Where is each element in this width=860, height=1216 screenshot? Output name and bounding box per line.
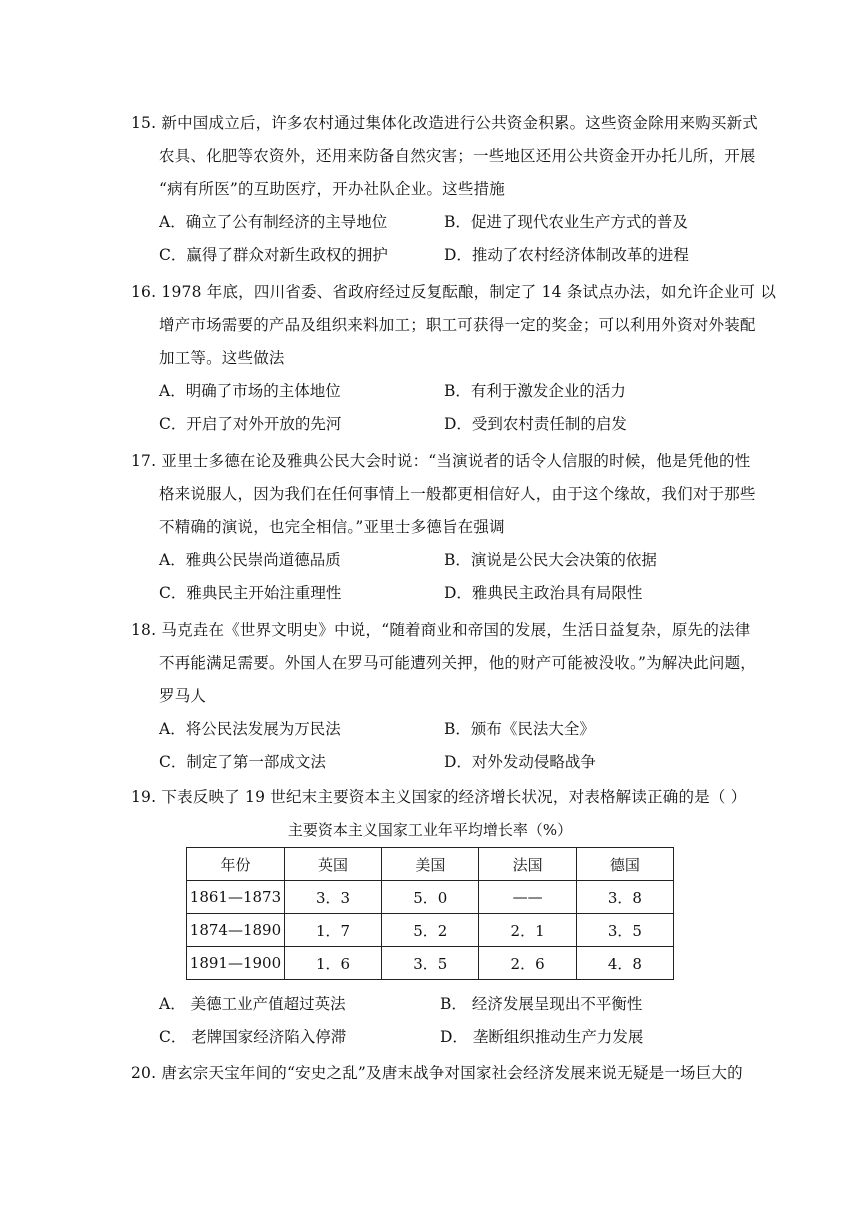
table-cell: 2．1 <box>479 914 576 947</box>
question-16-stem-3: 加工等。这些做法 <box>159 349 285 367</box>
question-16-option-b: B．有利于激发企业的活力 <box>444 382 626 400</box>
question-15-line-1 <box>131 112 758 134</box>
table-caption: 主要资本主义国家工业年平均增长率（%） <box>287 821 573 839</box>
question-18-stem-1: 马克垚在《世界文明史》中说，“随着商业和帝国的发展，生活日益复杂，原先的法律 <box>161 621 751 639</box>
question-18-option-a: A．将公民法发展为万民法 <box>159 720 341 738</box>
table-cell: 5．0 <box>382 881 479 914</box>
question-20-number: 20. <box>131 1064 157 1082</box>
table-cell: 3．5 <box>576 914 673 947</box>
question-16-line-1 <box>131 281 776 303</box>
question-16-stem-1: 1978 年底，四川省委、省政府经过反复酝酿，制定了 14 条试点办法，如允许企业可 以 <box>161 283 777 301</box>
table-cell: 2．6 <box>479 947 576 980</box>
table-cell: 3．5 <box>382 947 479 980</box>
question-17-option-c: C．雅典民主开始注重理性 <box>159 584 342 602</box>
table-cell: 1．6 <box>284 947 381 980</box>
question-15-option-a: A．确立了公有制经济的主导地位 <box>159 213 388 231</box>
table-cell: 1874—1890 <box>187 914 285 947</box>
question-15-option-b: B．促进了现代农业生产方式的普及 <box>444 213 688 231</box>
question-15-stem-1: 新中国成立后，许多农村通过集体化改造进行公共资金积累。这些资金除用来购买新式 <box>161 114 759 132</box>
question-19-stem-1: 下表反映了 19 世纪末主要资本主义国家的经济增长状况，对表格解读正确的是（ ） <box>161 788 747 806</box>
question-17-option-b: B．演说是公民大会决策的依据 <box>444 551 657 569</box>
question-19-option-d: D． 垄断组织推动生产力发展 <box>440 1028 644 1046</box>
question-17-line-1 <box>131 450 750 472</box>
question-18-line-1 <box>131 619 750 641</box>
table-cell: 1861—1873 <box>187 881 285 914</box>
question-18-stem-2: 不再能满足需要。外国人在罗马可能遭列关押，他的财产可能被没收。”为解决此问题， <box>159 654 756 672</box>
question-17-stem-2: 格来说服人，因为我们在任何事情上一般都更相信好人，由于这个缘故，我们对于那些 <box>159 485 756 503</box>
question-18-stem-3: 罗马人 <box>159 687 207 705</box>
table-header-cell: 美国 <box>382 848 479 881</box>
table-header-cell: 英国 <box>284 848 381 881</box>
table-cell: 3．8 <box>576 881 673 914</box>
question-19-option-c: C． 老牌国家经济陷入停滞 <box>159 1028 347 1046</box>
question-19-option-a: A． 美德工业产值超过英法 <box>159 995 346 1013</box>
question-17-stem-3: 不精确的演说，也完全相信。”亚里士多德旨在强调 <box>159 518 505 536</box>
question-19-option-b: B． 经济发展呈现出不平衡性 <box>440 995 643 1013</box>
table-header-cell: 年份 <box>187 848 285 881</box>
question-17-stem-1: 亚里士多德在论及雅典公民大会时说：“当演说者的话令人信服的时候，他是凭他的性 <box>161 452 751 470</box>
question-17-option-d: D．雅典民主政治具有局限性 <box>444 584 643 602</box>
question-15-option-c: C．赢得了群众对新生政权的拥护 <box>159 246 388 264</box>
table-header-row <box>187 848 674 881</box>
table-row <box>187 947 674 980</box>
question-19-number: 19. <box>131 788 157 806</box>
table-cell: 3．3 <box>284 881 381 914</box>
table-row <box>187 881 674 914</box>
question-17-option-a: A．雅典公民崇尚道德品质 <box>159 551 341 569</box>
table-cell: 1891—1900 <box>187 947 285 980</box>
question-16-option-c: C．开启了对外开放的先河 <box>159 415 342 433</box>
table-header-cell: 法国 <box>479 848 576 881</box>
table-row <box>187 914 674 947</box>
question-16-number: 16. <box>131 283 157 301</box>
question-17-number: 17. <box>131 452 157 470</box>
question-18-option-c: C．制定了第一部成文法 <box>159 753 326 771</box>
table-cell: —— <box>479 881 576 914</box>
question-18-number: 18. <box>131 621 157 639</box>
question-15-stem-3: “病有所医”的互助医疗，开办社队企业。这些措施 <box>159 180 505 198</box>
question-16-option-d: D．受到农村责任制的启发 <box>444 415 627 433</box>
question-20-stem-1: 唐玄宗天宝年间的“安史之乱”及唐末战争对国家社会经济发展来说无疑是一场巨大的 <box>161 1064 743 1082</box>
question-16-stem-2: 增产市场需要的产品及组织来料加工；职工可获得一定的奖金；可以利用外资对外装配 <box>159 316 756 334</box>
table-header-cell: 德国 <box>576 848 673 881</box>
question-19-line-1 <box>131 786 746 808</box>
question-18-option-b: B．颁布《民法大全》 <box>444 720 595 738</box>
table-cell: 5．2 <box>382 914 479 947</box>
table-cell: 4．8 <box>576 947 673 980</box>
question-15-number: 15. <box>131 114 157 132</box>
question-16-option-a: A．明确了市场的主体地位 <box>159 382 341 400</box>
question-15-stem-2: 农具、化肥等农资外，还用来防备自然灾害；一些地区还用公共资金开办托儿所，开展 <box>159 147 756 165</box>
table-cell: 1．7 <box>284 914 381 947</box>
question-15-option-d: D．推动了农村经济体制改革的进程 <box>444 246 689 264</box>
growth-rate-table <box>186 847 674 980</box>
question-20-line-1 <box>131 1062 743 1084</box>
question-18-option-d: D．对外发动侵略战争 <box>444 753 596 771</box>
